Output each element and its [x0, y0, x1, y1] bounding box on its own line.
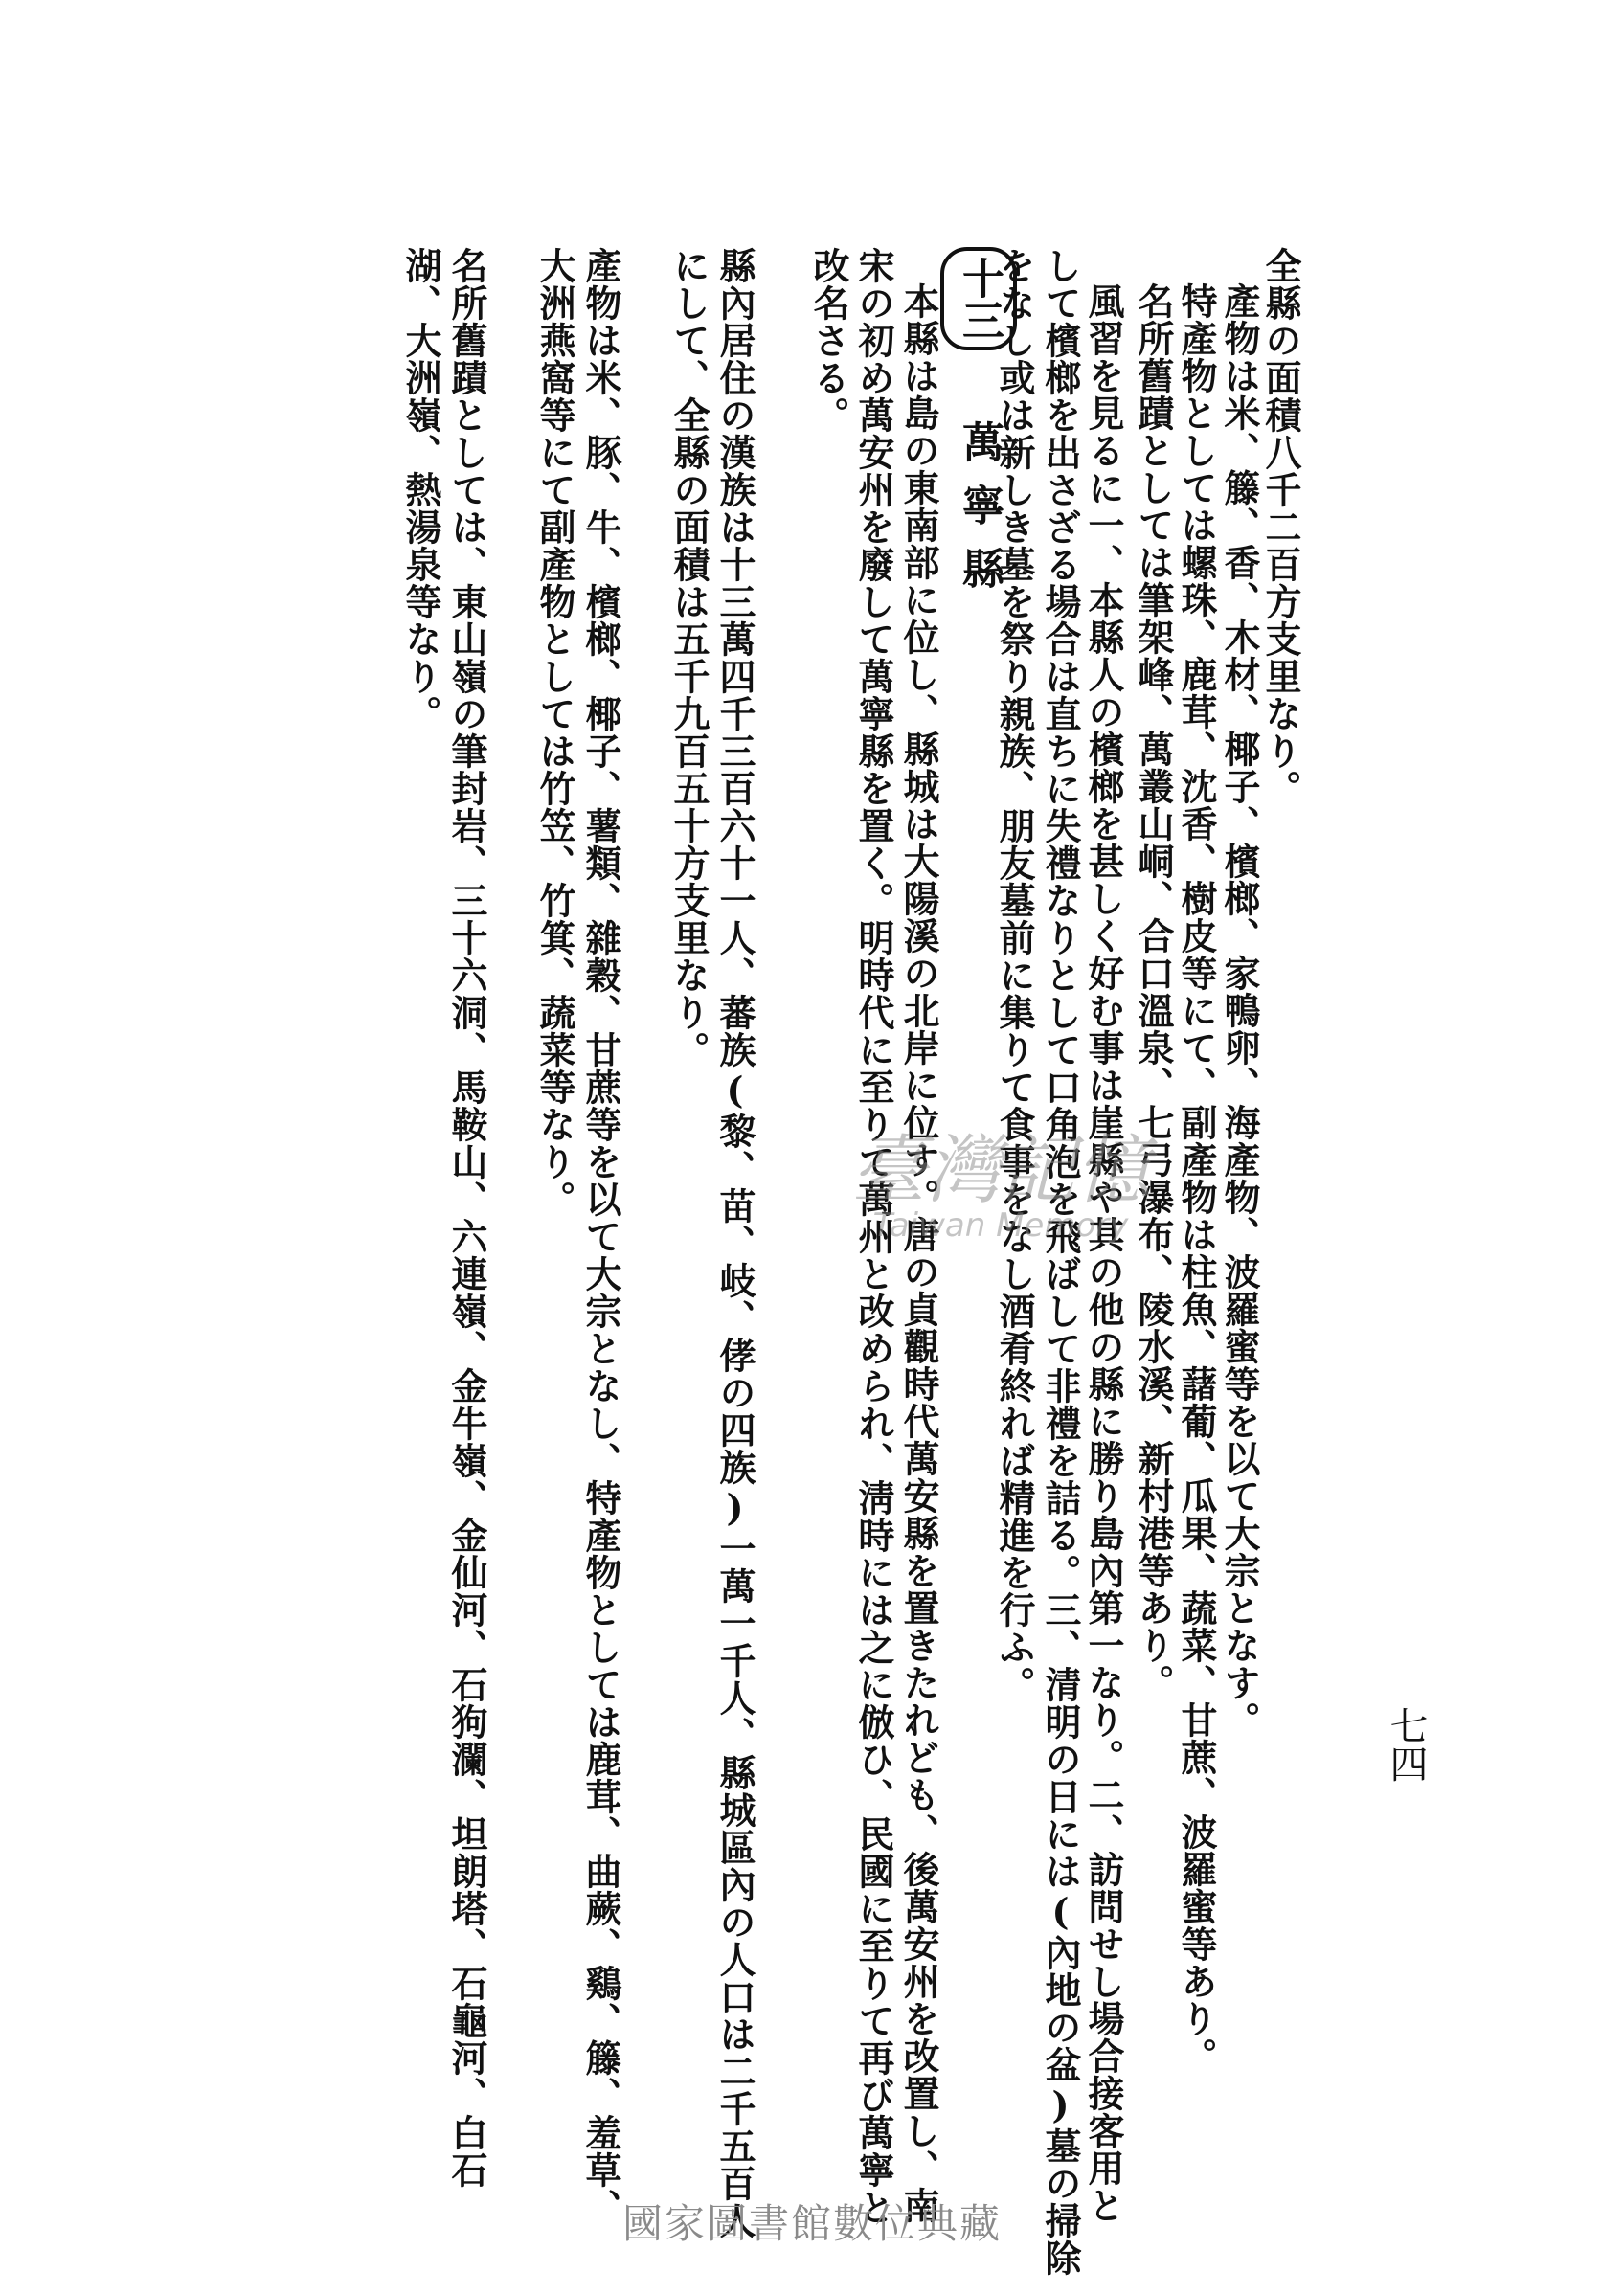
text-column-15: 大洲燕窩等にて副產物としては竹笠、竹箕、蔬菜等なり。 [533, 247, 576, 1218]
watermark-chinese: 臺灣記憶 [850, 1128, 1150, 1214]
footer-credit: 國家圖書館數位典藏 [621, 2200, 1002, 2247]
text-column-14: 產物は米、豚、牛、檳榔、椰子、薯類、雜穀、甘蔗等を以て大宗となし、特產物としては鹿茸、曲蕨、鷄、籐、羞草、 [579, 247, 622, 2226]
text-column-8: 本縣は島の東南部に位し、縣城は大陽溪の北岸に位す。唐の貞觀時代萬安縣を置きたれども、後萬安州を改置し、南 [897, 282, 940, 2224]
text-column-10: 宋の初め萬安州を廢して萬寧縣を置く。明時代に至りて萬州と改められ、淸時には之に倣ひ、民國に至りて再び萬寧と [852, 247, 895, 2226]
text-column-1: 全縣の面積八千二百方支里なり。 [1259, 247, 1302, 807]
page-number: 七四 [1384, 1706, 1428, 1783]
watermark-english: Taiwan Memory [872, 1206, 1129, 1245]
text-column-2: 產物は米、籐、香、木材、椰子、檳榔、家鴨卵、海產物、波羅蜜等を以て大宗となす。 [1218, 282, 1261, 1739]
text-column-7: をなし或は新しき墓を祭り親族、朋友墓前に集りて食事をなし酒肴終れば精進を行ふ。 [993, 247, 1036, 1703]
text-column-5: 風習を見るに一、本縣人の檳榔を甚しく好む事は崖縣や其の他の縣に勝り島內第一なり。二、訪問せし場合接客用と [1082, 282, 1125, 2224]
text-column-4: 名所舊蹟としては筆架峰、萬叢山峒、合口溫泉、七弓瀑布、陵水溪、新村港等あり。 [1132, 282, 1175, 1701]
watermark-logo [795, 1111, 1207, 1245]
text-column-16: 名所舊蹟としては、東山嶺の筆封岩、三十六洞、馬鞍山、六連嶺、金牛嶺、金仙河、石狗瀾、坦朗塔、石龜河、白石 [445, 247, 488, 2189]
section-heading [955, 247, 1017, 610]
text-column-13: にして、全縣の面積は五千九百五十方支里なり。 [667, 247, 710, 1068]
text-column-17: 湖、大洲嶺、熱湯泉等なり。 [399, 247, 442, 732]
text-column-12: 縣內居住の漢族は十三萬四千三百六十一人、蕃族(黎、苗、岐、侾の四族)一萬一千人、縣城區內の人口は二千五百人 [713, 247, 756, 2239]
text-column-6: して檳榔を出さざる場合は直ちに失禮なりとして口角泡を飛ばして非禮を詰る。三、清明の日には(內地の盆)墓の掃除 [1039, 247, 1082, 2277]
text-column-11: 改名さる。 [807, 247, 850, 434]
section-title: 萬寧縣 [955, 420, 1004, 610]
text-column-3: 特產物としては螺珠、鹿茸、沈香、樹皮等にて、副產物は柱魚、藷葡、瓜果、蔬菜、甘蔗、波羅蜜等あり。 [1175, 282, 1218, 2075]
section-number: 十三 [940, 247, 1017, 350]
